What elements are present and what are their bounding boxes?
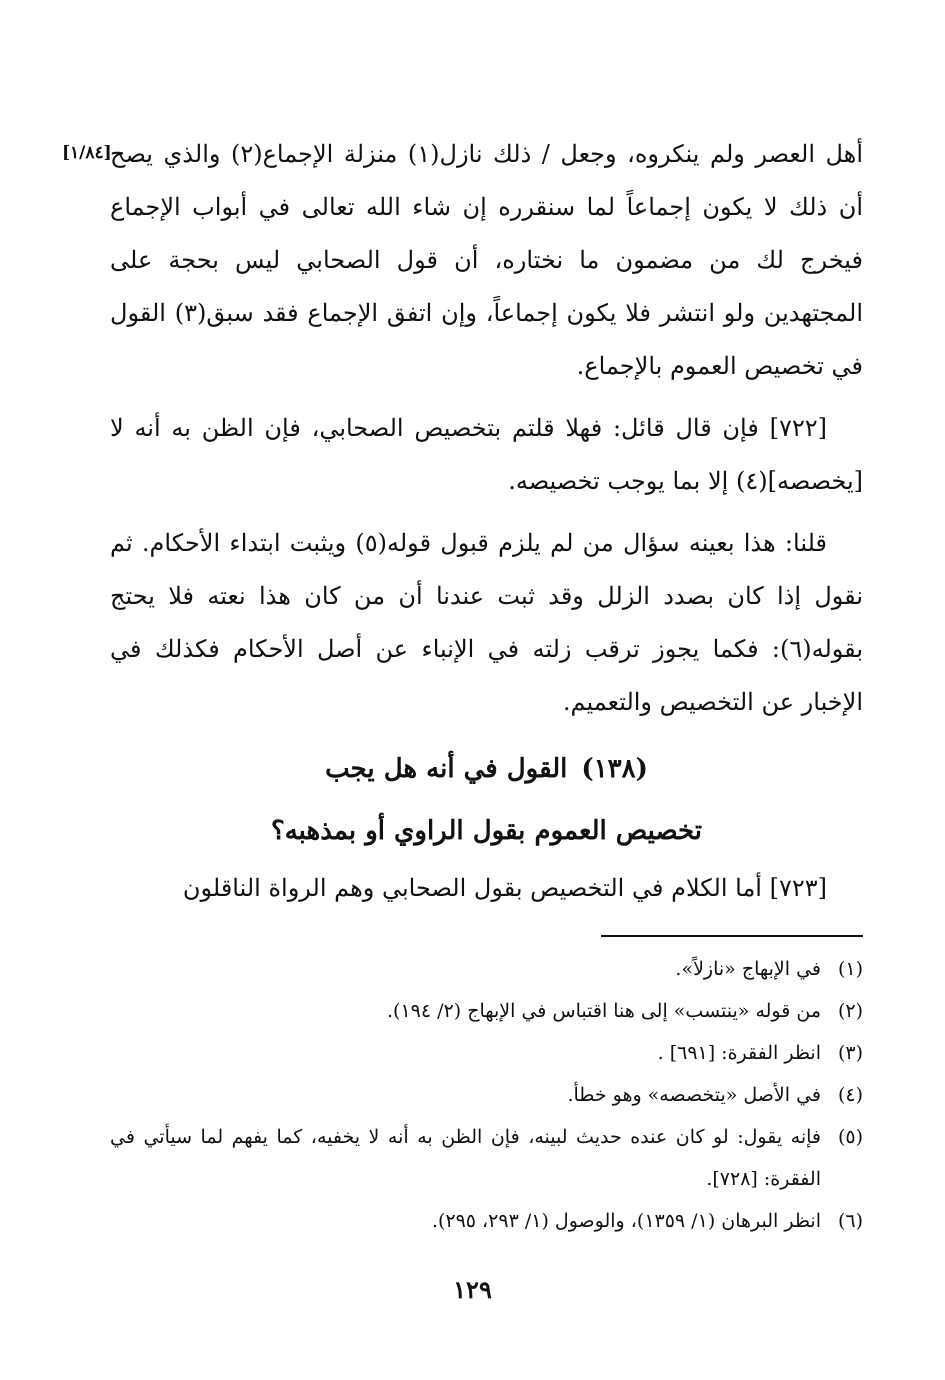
footnote-number: (٢)	[837, 1000, 863, 1022]
footnote-item	[110, 1200, 863, 1242]
main-text	[110, 128, 863, 729]
footnote-divider	[601, 935, 863, 937]
paragraph-1: أهل العصر ولم ينكروه، وجعل / ذلك نازل(١) منزلة الإجماع(٢) والذي يصح أن ذلك لا يكون إجماعاً لما سنقرره إن شاء الله تعالى في أبواب الإجماع فيخرج لك من مضمون ما نختاره، أن قول الصحابي ليس بحجة على المجتهدين ولو انتشر فلا يكون إجماعاً، وإن اتفق الإجماع فقد سبق(٣) القول في تخصيص العموم بالإجماع.	[110, 140, 864, 380]
paragraph-4: [٧٢٣] أما الكلام في التخصيص بقول الصحابي وهم الرواة الناقلون	[182, 874, 827, 902]
footnote-number: (٣)	[837, 1042, 863, 1064]
paragraph-3: قلنا: هذا بعينه سؤال من لم يلزم قبول قوله(٥) ويثبت ابتداء الأحكام. ثم نقول إذا كان بصدد الزلل وقد ثبت عندنا أن من كان هذا نعته فلا يحتج بقوله(٦): فكما يجوز ترقب زلته في الإنباء عن أصل الأحكام فكذلك في الإخبار عن التخصيص والتعميم.	[110, 529, 863, 716]
section-title-line-2: تخصيص العموم بقول الراوي أو بمذهبه؟	[270, 816, 703, 846]
footnote-number: (٦)	[837, 1210, 863, 1232]
section-number: (١٣٨)	[581, 754, 648, 784]
section-heading	[110, 738, 863, 862]
footnote-text: من قوله «ينتسب» إلى هنا اقتباس في الإبهاج (٢/ ١٩٤).	[387, 1000, 821, 1022]
footnotes	[110, 948, 863, 1242]
footnote-text: في الأصل «يتخصصه» وهو خطأ.	[567, 1084, 821, 1106]
footnote-item	[110, 948, 863, 990]
footnote-text: انظر البرهان (١/ ١٣٥٩)، والوصول (١/ ٢٩٣، ٢٩٥).	[431, 1210, 821, 1232]
footnote-item	[110, 990, 863, 1032]
section-heading-line-1	[110, 738, 863, 800]
footnote-number: (١)	[837, 958, 863, 980]
footnote-number: (٤)	[837, 1084, 863, 1106]
margin-page-reference: [١/٨٤]	[62, 143, 112, 163]
footnote-item	[110, 1074, 863, 1116]
footnote-item	[110, 1116, 863, 1200]
footnote-number: (٥)	[837, 1126, 863, 1148]
paragraph-2: [٧٢٢] فإن قال قائل: فهلا قلتم بتخصيص الصحابي، فإن الظن به أنه لا [يخصصه](٤) إلا بما يوجب تخصيصه.	[110, 414, 863, 495]
footnote-item	[110, 1032, 863, 1074]
page-number: ١٢٩	[453, 1275, 492, 1304]
section-title-line-1: القول في أنه هل يجب	[325, 754, 568, 784]
footnote-text: انظر الفقرة: [٦٩١] .	[657, 1042, 821, 1064]
footnote-text: فإنه يقول: لو كان عنده حديث لبينه، فإن الظن به أنه لا يخفيه، كما يفهم لما سيأتي في الفقرة: [٧٢٨].	[110, 1126, 821, 1190]
footnote-text: في الإبهاج «نازلاً».	[675, 958, 821, 980]
